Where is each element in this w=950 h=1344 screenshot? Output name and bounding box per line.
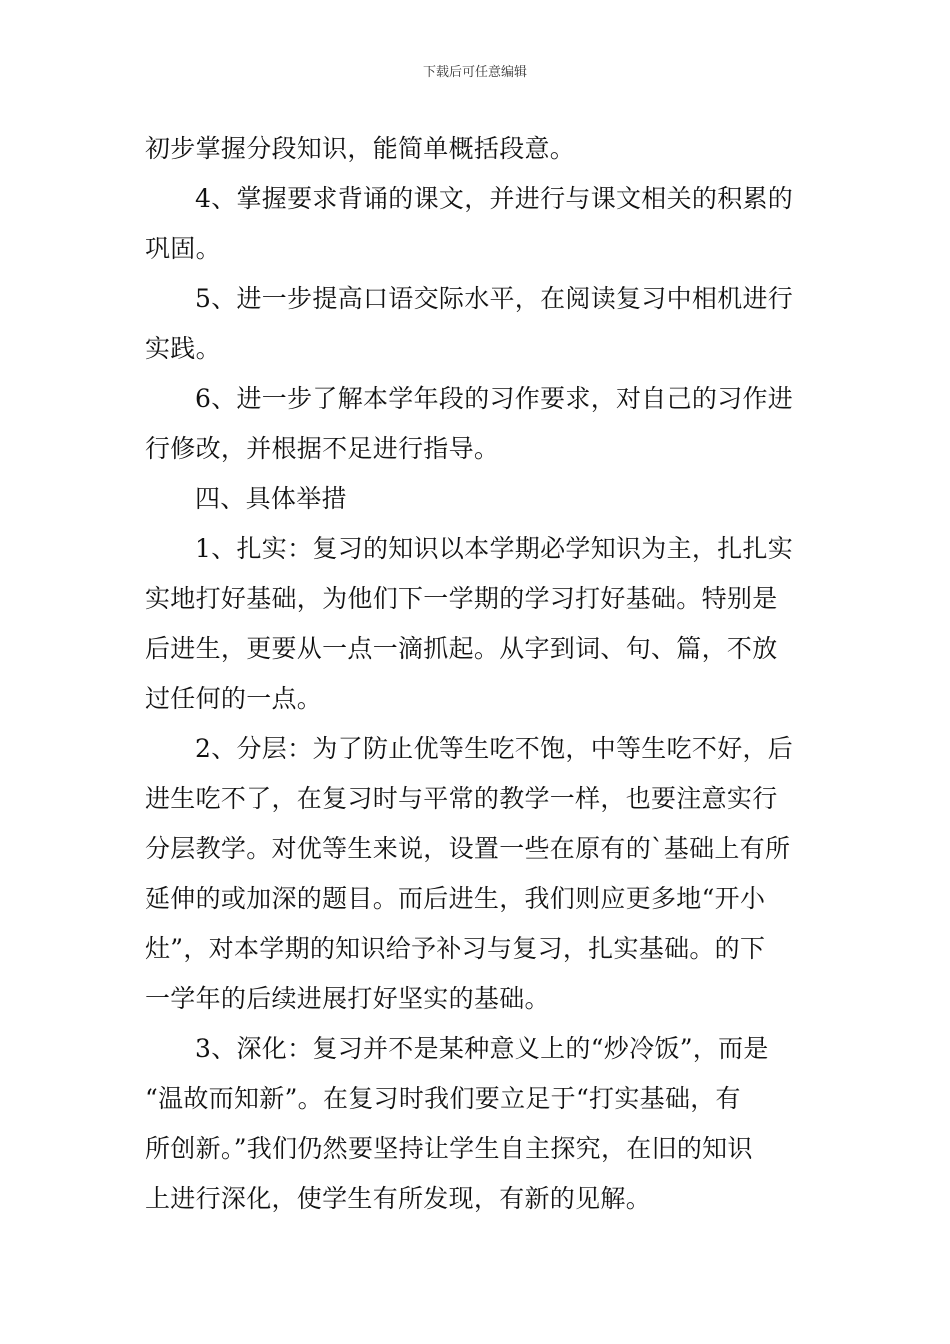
- text-line: 所创新。”我们仍然要坚持让学生自主探究，在旧的知识: [145, 1134, 753, 1163]
- text-line: 6、进一步了解本学年段的习作要求，对自己的习作进: [195, 384, 794, 413]
- text-line: 一学年的后续进展打好坚实的基础。: [145, 984, 550, 1013]
- section-heading: 四、具体举措: [195, 484, 347, 513]
- text-line: 巩固。: [145, 234, 221, 263]
- text-line: 实践。: [145, 334, 221, 363]
- text-line: 后进生，更要从一点一滴抓起。从字到词、句、篇，不放: [145, 634, 778, 663]
- text-line: 灶”，对本学期的知识给予补习与复习，扎实基础。的下: [145, 934, 766, 963]
- text-line: 2、分层：为了防止优等生吃不饱，中等生吃不好，后: [195, 734, 794, 763]
- text-line: 4、掌握要求背诵的课文，并进行与课文相关的积累的: [195, 184, 794, 213]
- text-line: 1、扎实：复习的知识以本学期必学知识为主，扎扎实: [195, 534, 794, 563]
- text-line: 过任何的一点。: [145, 684, 323, 713]
- text-line: “温故而知新”。在复习时我们要立足于“打实基础，有: [145, 1084, 741, 1113]
- text-line: 上进行深化，使学生有所发现，有新的见解。: [145, 1184, 652, 1213]
- text-line: 进生吃不了，在复习时与平常的教学一样，也要注意实行: [145, 784, 778, 813]
- page-header: 下载后可任意编辑: [422, 65, 527, 80]
- document-body: [145, 124, 810, 1224]
- text-line: 3、深化：复习并不是某种意义上的“炒冷饭”，而是: [195, 1034, 769, 1063]
- text-line: 初步掌握分段知识，能简单概括段意。: [145, 134, 576, 163]
- text-line: 5、进一步提高口语交际水平，在阅读复习中相机进行: [195, 284, 794, 313]
- text-line: 分层教学。对优等生来说，设置一些在原有的`基础上有所: [145, 834, 791, 863]
- text-line: 实地打好基础，为他们下一学期的学习打好基础。特别是: [145, 584, 778, 613]
- text-line: 延伸的或加深的题目。而后进生，我们则应更多地“开小: [145, 884, 766, 913]
- text-line: 行修改，并根据不足进行指导。: [145, 434, 500, 463]
